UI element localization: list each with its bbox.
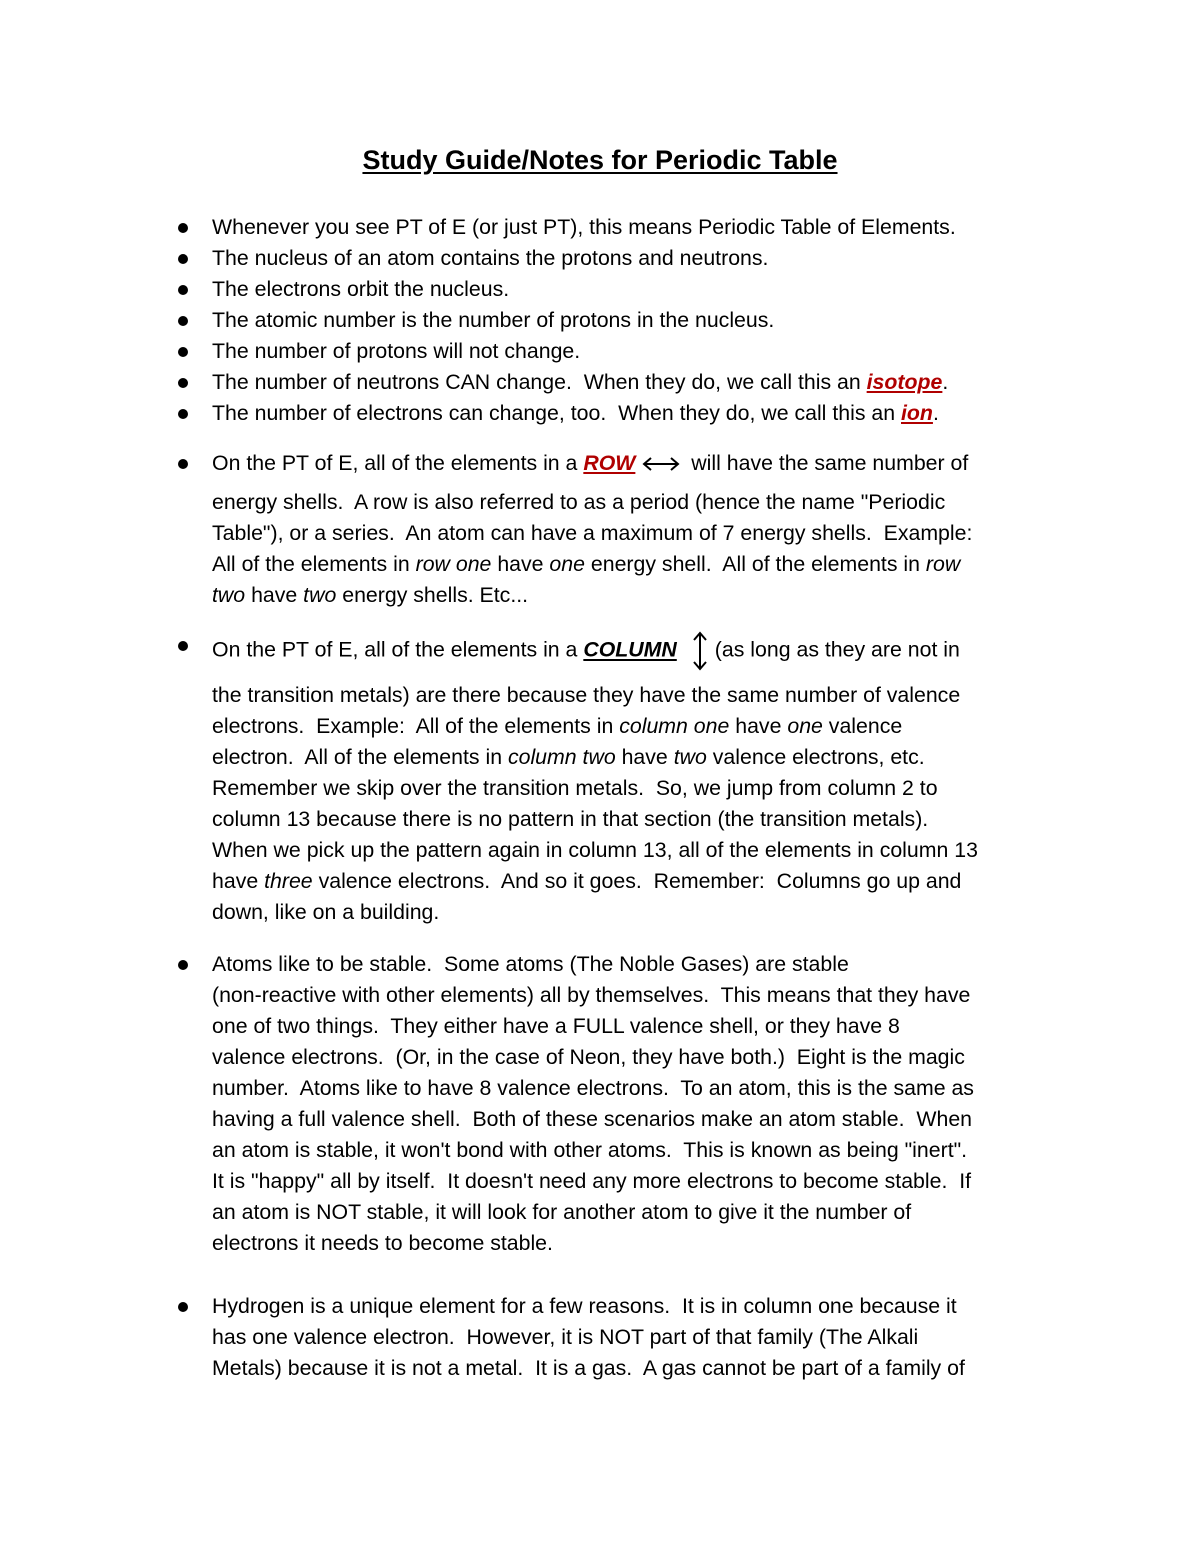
bullet-text-line: the transition metals) are there because they have the same number of valence (212, 683, 961, 707)
bullet-text-line (212, 580, 1082, 611)
bullet-icon (178, 409, 188, 419)
bullet-text-line: Atoms like to be stable. Some atoms (The Noble Gases) are stable (212, 952, 849, 976)
text-segment: On the PT of E, all of the elements in a (212, 451, 584, 475)
bullet-text-line: an atom is stable, it won't bond with other atoms. This is known as being "inert". (212, 1138, 968, 1162)
text-segment: two (673, 745, 707, 769)
bullet-text: Whenever you see PT of E (or just PT), this means Periodic Table of Elements. (212, 215, 956, 239)
bullet-text-line: having a full valence shell. Both of these scenarios make an atom stable. When (212, 1107, 973, 1131)
text-segment: have (615, 745, 674, 769)
bullet-icon (178, 285, 188, 295)
text-segment: have (729, 714, 788, 738)
list-item (212, 274, 1082, 305)
horizontal-arrow-icon (641, 456, 681, 472)
list-item-row (212, 448, 1082, 611)
bullet-icon (178, 641, 188, 651)
text-segment: have (212, 869, 265, 893)
bullet-text-line: energy shells. A row is also referred to as a period (hence the name "Periodic (212, 490, 946, 514)
text-segment: one (787, 714, 823, 738)
term-isotope: isotope (866, 370, 943, 394)
bullet-icon (178, 254, 188, 264)
bullet-icon (178, 960, 188, 970)
bullet-text-line (212, 549, 1082, 580)
list-item (212, 336, 1082, 367)
list-item-isotope (212, 367, 1082, 398)
bullet-icon (178, 1302, 188, 1312)
bullet-text-line: one of two things. They either have a FULL valence shell, or they have 8 (212, 1014, 900, 1038)
text-segment: (as long as they are not in (714, 637, 960, 662)
text-segment: two (212, 583, 246, 607)
bullet-text-line: (non-reactive with other elements) all by themselves. This means that they have (212, 983, 971, 1007)
page-title: Study Guide/Notes for Periodic Table (362, 145, 838, 175)
text-segment: have (245, 583, 304, 607)
text-segment: valence electrons, etc. (706, 745, 925, 769)
term-ion: ion (901, 401, 933, 425)
bullet-text-line: Remember we skip over the transition metals. So, we jump from column 2 to (212, 776, 938, 800)
bullet-text-line: When we pick up the pattern again in column 13, all of the elements in column 13 (212, 838, 978, 862)
bullet-text-line: electrons it needs to become stable. (212, 1231, 553, 1255)
list-item-stable (212, 949, 1082, 1259)
text-segment: The number of electrons can change, too. When they do, we call this an (212, 401, 901, 425)
bullet-text-line: has one valence electron. However, it is NOT part of that family (The Alkali (212, 1325, 919, 1349)
bullet-text-line: Hydrogen is a unique element for a few reasons. It is in column one because it (212, 1294, 957, 1318)
list-item (212, 212, 1082, 243)
bullet-icon (178, 316, 188, 326)
text-segment: electron. All of the elements in (212, 745, 508, 769)
bullet-icon (178, 223, 188, 233)
bullet-text-line: column 13 because there is no pattern in that section (the transition metals). (212, 807, 929, 831)
bullet-text-line (212, 742, 1082, 773)
text-segment: On the PT of E, all of the elements in a (212, 637, 584, 662)
bullet-text: The nucleus of an atom contains the protons and neutrons. (212, 246, 769, 270)
list-item (212, 305, 1082, 336)
text-segment: The number of neutrons CAN change. When they do, we call this an (212, 370, 867, 394)
text-segment: will have the same number of (685, 451, 969, 475)
list-item-column (212, 630, 1082, 928)
text-segment: column two (507, 745, 616, 769)
bullet-text-line: It is "happy" all by itself. It doesn't need any more electrons to become stable. If (212, 1169, 972, 1193)
text-segment: All of the elements in (212, 552, 416, 576)
bullet-icon (178, 459, 188, 469)
bullet-text-line (212, 630, 1082, 672)
text-segment: row one (415, 552, 492, 576)
text-segment: . (932, 401, 939, 425)
bullet-text-line: number. Atoms like to have 8 valence electrons. To an atom, this is the same as (212, 1076, 974, 1100)
bullet-icon (178, 347, 188, 357)
bullet-text-line: valence electrons. (Or, in the case of Neon, they have both.) Eight is the magic (212, 1045, 965, 1069)
bullet-text-line: down, like on a building. (212, 900, 440, 924)
bullet-text-line (212, 448, 1082, 479)
bullet-text-line: Metals) because it is not a metal. It is a gas. A gas cannot be part of a family of (212, 1356, 965, 1380)
text-segment: two (303, 583, 337, 607)
text-segment: electrons. Example: All of the elements in (212, 714, 620, 738)
bullet-icon (178, 378, 188, 388)
bullet-text (212, 367, 1082, 398)
text-segment: have (491, 552, 550, 576)
bullet-text-line: an atom is NOT stable, it will look for another atom to give it the number of (212, 1200, 912, 1224)
text-segment: valence (822, 714, 903, 738)
text-segment: three (264, 869, 313, 893)
bullet-text-line (212, 711, 1082, 742)
bullet-text-line (212, 866, 1082, 897)
bullet-text-line: Table"), or a series. An atom can have a maximum of 7 energy shells. Example: (212, 521, 973, 545)
bullet-text: The number of protons will not change. (212, 339, 581, 363)
text-segment: row (925, 552, 961, 576)
list-item (212, 243, 1082, 274)
vertical-arrow-icon (691, 630, 709, 672)
bullet-text: The atomic number is the number of protons in the nucleus. (212, 308, 775, 332)
list-item-ion (212, 398, 1082, 429)
text-segment: energy shell. All of the elements in (584, 552, 926, 576)
text-segment: valence electrons. And so it goes. Remember: Columns go up and (312, 869, 962, 893)
text-segment: column one (619, 714, 730, 738)
list-item-hydrogen (212, 1291, 1082, 1384)
text-segment: one (549, 552, 585, 576)
term-column: COLUMN (583, 637, 677, 662)
bullet-text: The electrons orbit the nucleus. (212, 277, 510, 301)
term-row: ROW (583, 451, 636, 475)
text-segment: . (942, 370, 949, 394)
text-segment: energy shells. Etc... (336, 583, 529, 607)
bullet-text (212, 398, 1082, 429)
